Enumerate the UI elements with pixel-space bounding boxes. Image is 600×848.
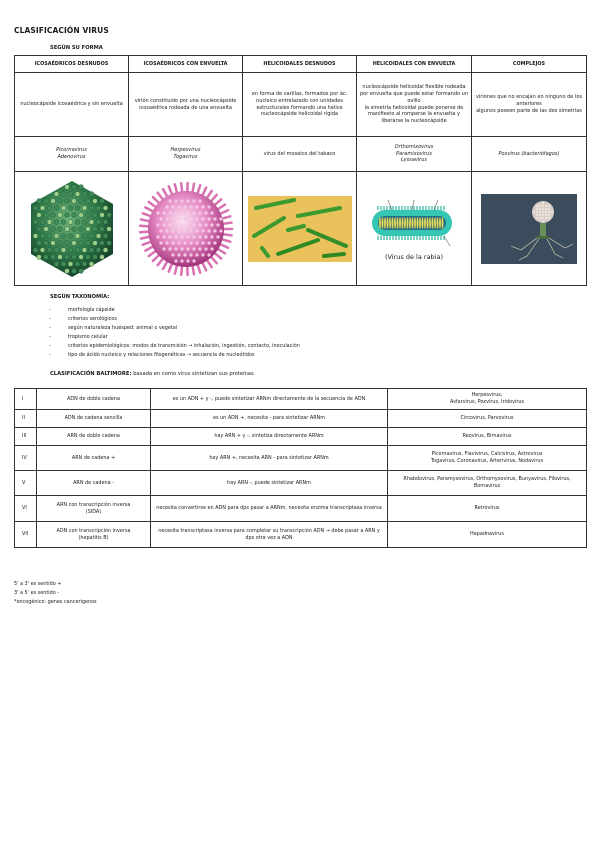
examples-cell: Circovirus, Parvovirus — [388, 410, 587, 428]
examples-cell — [15, 137, 129, 172]
type-cell: ADN de doble cadena — [37, 389, 151, 410]
type-cell: ARN de doble cadena — [37, 428, 151, 446]
baltimore-table — [14, 388, 587, 548]
example-name: virus del mosaico del tabaco — [263, 150, 336, 157]
image-cell — [15, 172, 129, 286]
forma-images-row — [15, 172, 587, 286]
list-item: - criterios serológicos — [68, 315, 300, 324]
list-item: - criterios epidemiológicos: modos de transmisión → inhalación, ingestión, contacto, inoculación — [68, 342, 300, 351]
header-complejos: COMPLEJOS — [472, 56, 587, 73]
note-line: 5' a 3' es sentido + — [14, 581, 62, 587]
examples-cell: Reovirus, Birnavirus — [388, 428, 587, 446]
description-cell: viriones que no encajan en ninguno de los anteriores algunos poseen parte de las dos simetrías — [472, 73, 587, 137]
list-item: - morfología cápside — [68, 306, 300, 315]
group-cell: V — [15, 471, 37, 496]
table-row — [15, 446, 587, 471]
notes — [14, 580, 97, 606]
tobacco-mosaic-virus-image — [248, 196, 352, 262]
rabies-image-caption: (Virus de la rabia) — [384, 252, 444, 261]
herpesvirus-image — [136, 177, 236, 281]
adenovirus-image — [20, 177, 124, 281]
list-item: - tipo de ácido nucleico y relaciones filogenéticas → secuencia de nucleótidos — [68, 351, 300, 360]
list-item: - tropismo celular — [68, 333, 300, 342]
examples-cell — [472, 137, 587, 172]
table-row — [15, 389, 587, 410]
table-row — [15, 522, 587, 548]
group-cell: IV — [15, 446, 37, 471]
image-cell — [129, 172, 243, 286]
forma-heading: SEGÚN SU FORMA — [50, 45, 103, 51]
example-name: Lyssavirus — [400, 157, 428, 164]
baltimore-heading-label: CLASIFICACIÓN BALTIMORE: — [50, 371, 132, 377]
type-cell: ARN de cadena + — [37, 446, 151, 471]
example-name: Herpesvirus — [170, 147, 201, 154]
group-cell: II — [15, 410, 37, 428]
forma-table — [14, 55, 587, 286]
list-item: - según naturaleza huésped: animal o vegetal — [68, 324, 300, 333]
group-cell: I — [15, 389, 37, 410]
note-line: *oncogénico: genes cancerígenos — [14, 598, 97, 605]
image-cell — [243, 172, 357, 286]
header-icosaedricos-desnudos: ICOSAÉDRICOS DESNUDOS — [15, 56, 129, 73]
examples-cell: Herpesvirus, Asfarvirus, Poxvirus, Iridovirus — [388, 389, 587, 410]
rabies-virus-image — [364, 196, 464, 252]
mechanism-cell: hay ARN -, puede sintetizar ARNm — [151, 471, 388, 496]
example-name: Adenovirus — [57, 154, 86, 160]
description-cell: nucleocápside icosaédrica y sin envuelta — [15, 73, 129, 137]
examples-cell — [357, 137, 472, 172]
mechanism-cell: es un ADN + y -, puede sintetizar ARNm directamente de la secuencia de ADN — [151, 389, 388, 410]
example-name: Orthomixovirus — [394, 143, 434, 150]
examples-cell: Picornavirus, Flavivirus, Calcivirus, Astrovirus Togavirus, Coronavirus, Arterivirus, Nodavirus — [388, 446, 587, 471]
example-name: Picornavirus — [56, 147, 87, 154]
image-cell — [357, 172, 472, 286]
examples-cell — [243, 137, 357, 172]
note-line: 3' a 5' es sentido - — [14, 589, 60, 596]
taxonomia-heading: SEGÚN TAXONOMÍA: — [50, 294, 110, 300]
header-helicoidales-envuelta: HELICOIDALES CON ENVUELTA — [357, 56, 472, 73]
table-row — [15, 471, 587, 496]
description-cell: en forma de varillas, formados por ác. nucleico entrelazado con unidades estructurales formando una hélice nucleocápside helicoidal rígida — [243, 73, 357, 137]
group-cell: VII — [15, 522, 37, 548]
group-cell: VI — [15, 496, 37, 522]
page-title: CLASIFICACIÓN VIRUS — [14, 26, 109, 35]
taxonomia-list — [68, 306, 300, 361]
type-cell: ARN con transcripción inversa (SIDA) — [37, 496, 151, 522]
mechanism-cell: hay ARN +, necesita ARN - para sintetizar ARNm — [151, 446, 388, 471]
header-icosaedricos-envuelta: ICOSAÉDRICOS CON ENVUELTA — [129, 56, 243, 73]
type-cell: ADN de cadena sencilla — [37, 410, 151, 428]
examples-cell: Hepadnavirus — [388, 522, 587, 548]
description-cell: nucleocápside helicoidal flexible rodeada por envuelta que puede estar formando un ovillo la simetría helicoidal puede ponerse de manifiesto al romperse la envuelta y liberarse la nucleocápside — [357, 73, 472, 137]
baltimore-heading-note: basada en como virus sintetizan sus proteínas — [133, 371, 254, 377]
examples-cell: Rhabdovirus, Paramyxovirus, Orthomyxovirus, Bunyavirus, Filovirus, Bornavirus — [388, 471, 587, 496]
table-row — [15, 496, 587, 522]
type-cell: ADN con transcripción inversa (hepatitis B) — [37, 522, 151, 548]
forma-header-row — [15, 56, 587, 73]
table-row — [15, 428, 587, 446]
mechanism-cell: hay ARN + y -, sintetiza directamente ARNm — [151, 428, 388, 446]
forma-examples-row — [15, 137, 587, 172]
bacteriophage-image — [481, 194, 577, 264]
forma-description-row — [15, 73, 587, 137]
type-cell: ARN de cadena - — [37, 471, 151, 496]
mechanism-cell: es un ADN +, necesita - para sintetizar ARNm — [151, 410, 388, 428]
examples-cell: Retrovirus — [388, 496, 587, 522]
header-helicoidales-desnudos: HELICOIDALES DESNUDOS — [243, 56, 357, 73]
mechanism-cell: necesita transcriptasa inversa para completar su transcripción ADN → debe pasar a ARN y dps otra vez a ADN — [151, 522, 388, 548]
example-name: Togavirus — [173, 154, 198, 160]
table-row — [15, 410, 587, 428]
baltimore-heading — [50, 371, 254, 377]
description-cell: virión constituido por una nucleocápside icosaédrica rodeada de una envuelta — [129, 73, 243, 137]
image-cell — [472, 172, 587, 286]
mechanism-cell: necesita convertirse en ADN para dps pasar a ARNm, necesita enzima transcriptasa inversa — [151, 496, 388, 522]
examples-cell — [129, 137, 243, 172]
group-cell: III — [15, 428, 37, 446]
example-name: Poxvirus (bacteriófagos) — [498, 150, 560, 157]
example-name: Paramixovirus — [396, 150, 432, 157]
